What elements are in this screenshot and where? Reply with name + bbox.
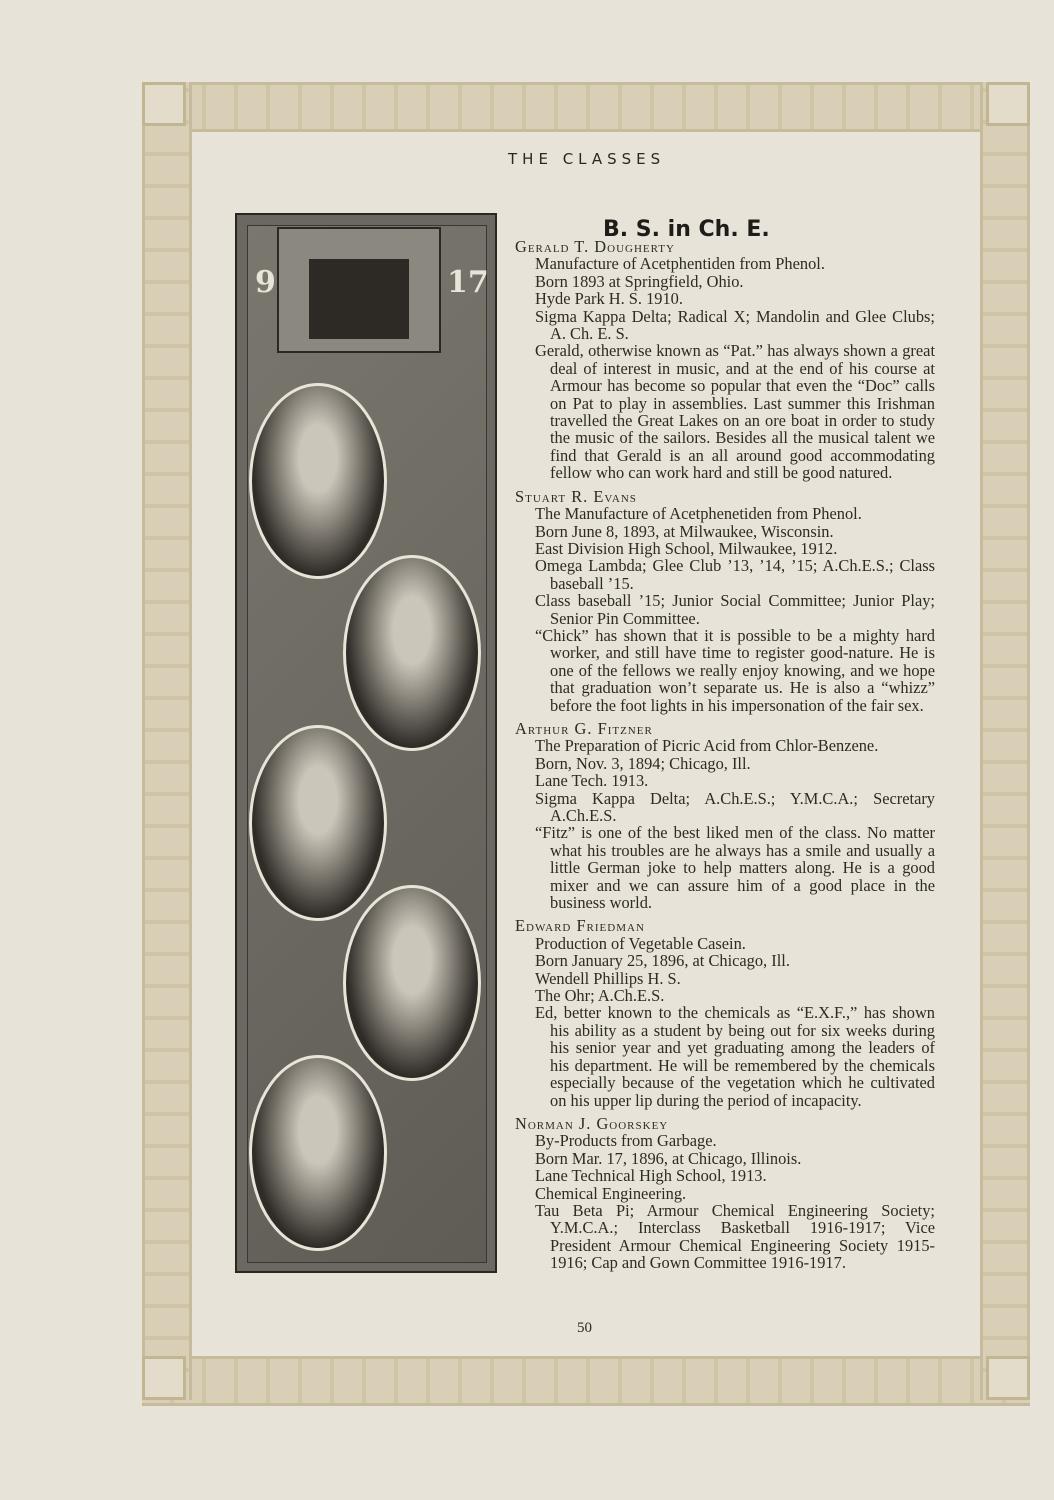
- border-top: [142, 82, 1030, 132]
- student-name: Gerald T. Dougherty: [515, 237, 675, 256]
- portrait-photo: [249, 383, 387, 579]
- thesis-line: By-Products from Garbage.: [535, 1131, 717, 1151]
- birth-line: Born 1893 at Springfield, Ohio.: [535, 271, 744, 291]
- birth-line: Born Mar. 17, 1896, at Chicago, Illinois.: [535, 1148, 802, 1168]
- school-line: Lane Technical High School, 1913.: [535, 1166, 767, 1186]
- bio-text: Gerald, otherwise known as “Pat.” has always shown a great deal of interest in music, and at the end of his course at Armour has become so popular that even the “Doc” calls on Pat to play in assemblies. Last summer this Irishman travelled the Great Lakes on an ore boat in order to study the music of the sailors. Besides all the musical talent we find that Gerald is an all around good accommodating fellow who can work hard and still be good natured.: [535, 341, 935, 483]
- bio-text: “Chick” has shown that it is possible to be a mighty hard worker, and still have time to register good-nature. He is one of the fellows we really enjoy knowing, and we hope that graduation won’t separate us. He is also a “whizz” before the foot lights in his impersonation of the fair sex.: [535, 625, 935, 715]
- page-number: 50: [577, 1320, 592, 1336]
- school-line: East Division High School, Milwaukee, 1912.: [535, 538, 838, 558]
- student-name: Arthur G. Fitzner: [515, 718, 653, 738]
- building-vignette: [277, 227, 441, 353]
- year-left: 9: [255, 265, 276, 300]
- thesis-line: The Manufacture of Acetphenetiden from Phenol.: [535, 504, 862, 524]
- school-line: Hyde Park H. S. 1910.: [535, 289, 683, 309]
- portrait-photo: [249, 725, 387, 921]
- course-line: Chemical Engineering.: [535, 1183, 687, 1203]
- year-right: 17: [447, 265, 489, 300]
- border-corner-bl: [142, 1356, 186, 1400]
- activities-text: Sigma Kappa Delta; Radical X; Mandolin and Glee Clubs; A. Ch. E. S.: [535, 306, 935, 344]
- building-illustration: [309, 259, 409, 339]
- thesis-line: The Preparation of Picric Acid from Chlor-Benzene.: [535, 736, 879, 756]
- bio-entry: [515, 917, 935, 1108]
- border-left: [142, 82, 192, 1400]
- activities-text: Sigma Kappa Delta; A.Ch.E.S.; Y.M.C.A.; Secretary A.Ch.E.S.: [535, 788, 935, 825]
- activities-text: Omega Lambda; Glee Club ’13, ’14, ’15; A.Ch.E.S.; Class baseball ’15.: [535, 556, 935, 593]
- bio-entry: [515, 720, 935, 911]
- running-header: THE CLASSES: [508, 150, 666, 168]
- border-bottom: [142, 1356, 1030, 1406]
- activities-text: Tau Beta Pi; Armour Chemical Engineering Society; Y.M.C.A.; Interclass Basketball 1916-1917; Vice President Armour Chemical Engineering Society 1915-1916; Cap and Gown Committee 1916-1917.: [535, 1200, 935, 1273]
- bio-text: “Fitz” is one of the best liked men of the class. No matter what his troubles are he always has a smile and usually a little German joke to help matters along. He is a good mixer and we can assure him of a good place in the business world.: [535, 823, 935, 913]
- school-line: Wendell Phillips H. S.: [535, 968, 681, 988]
- bio-entry: [515, 238, 935, 482]
- border-right: [980, 82, 1030, 1400]
- student-name: Norman J. Goorskey: [515, 1113, 669, 1133]
- portrait-panel: [235, 213, 497, 1273]
- activities-text: Class baseball ’15; Junior Social Committee; Junior Play; Senior Pin Committee.: [535, 591, 935, 628]
- birth-line: Born, Nov. 3, 1894; Chicago, Ill.: [535, 753, 751, 773]
- bio-entry: [515, 1115, 935, 1272]
- student-name: Edward Friedman: [515, 916, 645, 936]
- portrait-photo: [343, 555, 481, 751]
- border-corner-tr: [986, 82, 1030, 126]
- border-corner-br: [986, 1356, 1030, 1400]
- portrait-photo: [249, 1055, 387, 1251]
- school-line: Lane Tech. 1913.: [535, 771, 649, 791]
- birth-line: Born June 8, 1893, at Milwaukee, Wisconsin.: [535, 521, 834, 541]
- bio-entry: [515, 488, 935, 714]
- birth-line: Born January 25, 1896, at Chicago, Ill.: [535, 951, 790, 971]
- biographies: [515, 238, 935, 1278]
- section-title: B. S. in Ch. E.: [603, 217, 770, 242]
- thesis-line: Manufacture of Acetphentiden from Phenol.: [535, 254, 825, 274]
- thesis-line: Production of Vegetable Casein.: [535, 933, 746, 953]
- border-corner-tl: [142, 82, 186, 126]
- portrait-photo: [343, 885, 481, 1081]
- bio-text: Ed, better known to the chemicals as “E.X.F.,” has shown his ability as a student by being out for six weeks during his senior year and yet graduating among the leaders of his department. He will be remembered by the chemicals especially because of the vegetation which he cultivated on his upper lip during the period of incapacity.: [535, 1003, 935, 1110]
- student-name: Stuart R. Evans: [515, 486, 637, 506]
- activities-line: The Ohr; A.Ch.E.S.: [535, 986, 665, 1006]
